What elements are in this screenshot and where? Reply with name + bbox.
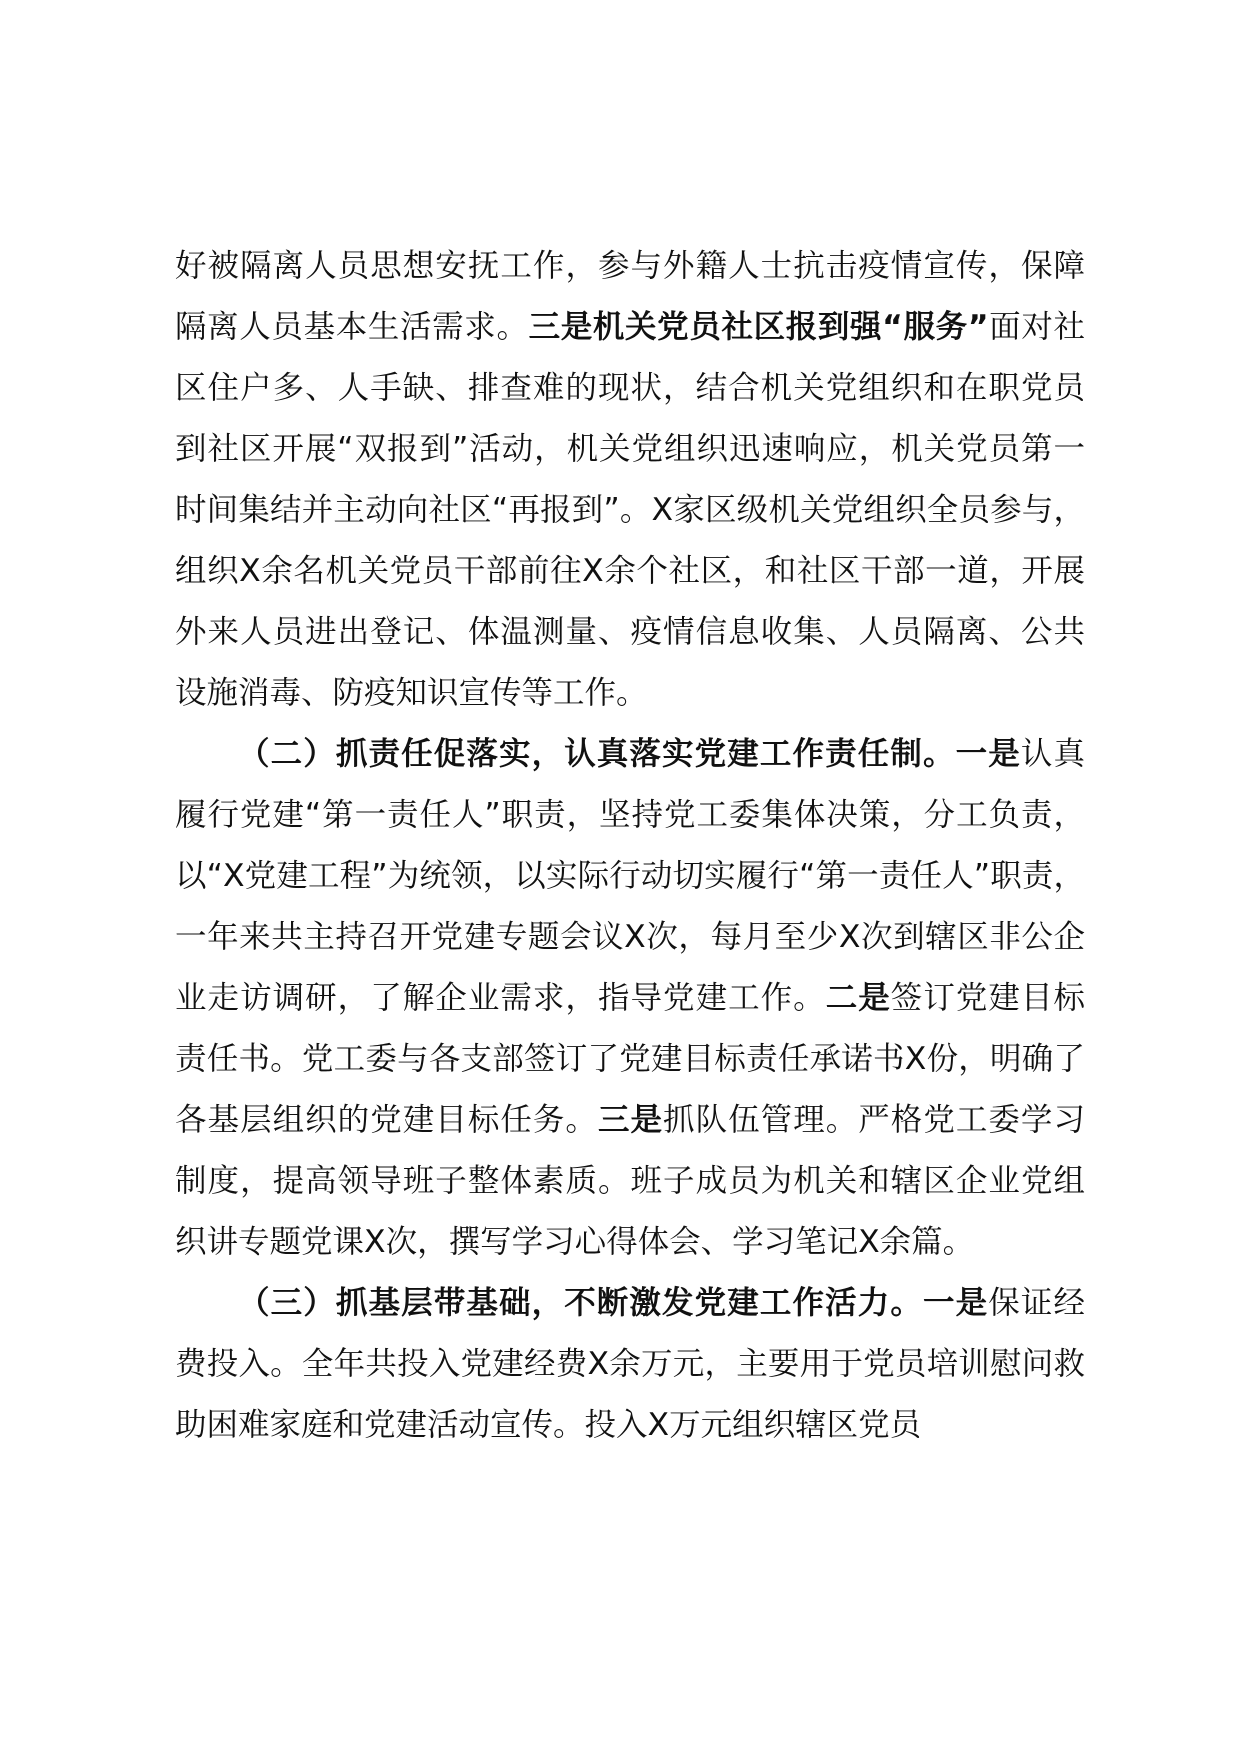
paragraph-3 <box>175 1273 1085 1456</box>
bold-text-segment: 二是 <box>825 980 891 1016</box>
paragraph-1 <box>175 236 1085 724</box>
text-segment: 保证经费投入。全年共投入党建经费X余万元，主要用于党员培训慰问救助困难家庭和党建活动宣传。投入X万元组织辖区党员 <box>175 1285 1085 1443</box>
text-segment: 好被隔离人员思想安抚工作，参与外籍人士抗击疫情宣传，保障隔离人员基本生活需求。 <box>175 248 1085 345</box>
section-heading-3: （三）抓基层带基础，不断激发党建工作活力。一是 <box>238 1285 989 1321</box>
bold-text-segment: 三是 <box>597 1102 664 1138</box>
text-segment: 面对社区住户多、人手缺、排查难的现状，结合机关党组织和在职党员到社区开展“双报到”活动，机关党组织迅速响应，机关党员第一时间集结并主动向社区“再报到”。X家区级机关党组织全员参与，组织X余名机关党员干部前往X余个社区，和社区干部一道，开展外来人员进出登记、体温测量、疫情信息收集、人员隔离、公共设施消毒、防疫知识宣传等工作。 <box>175 309 1085 711</box>
text-segment: 抓队伍管理。严格党工委学习制度，提高领导班子整体素质。班子成员为机关和辖区企业党组织讲专题党课X次，撰写学习心得体会、学习笔记X余篇。 <box>175 1102 1085 1260</box>
section-heading-2: （二）抓责任促落实，认真落实党建工作责任制。一是 <box>238 736 1021 772</box>
paragraph-2 <box>175 724 1085 1273</box>
bold-text-segment: 三是机关党员社区报到强“服务” <box>528 309 989 345</box>
text-segment: 认真履行党建“第一责任人”职责，坚持党工委集体决策，分工负责，以“X党建工程”为统领，以实际行动切实履行“第一责任人”职责，一年来共主持召开党建专题会议X次，每月至少X次到辖区非公企业走访调研，了解企业需求，指导党建工作。 <box>175 736 1085 1016</box>
document-body <box>175 236 1085 1456</box>
text-segment: 签订党建目标责任书。党工委与各支部签订了党建目标责任承诺书X份，明确了各基层组织的党建目标任务。 <box>175 980 1085 1138</box>
